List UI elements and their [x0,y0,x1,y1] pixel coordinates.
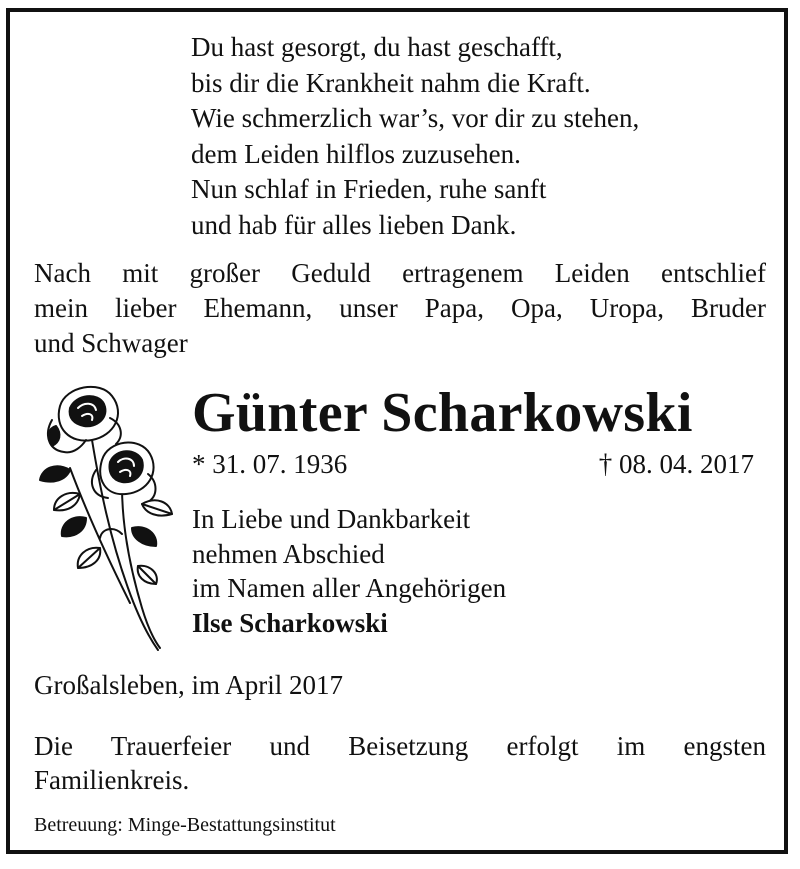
signer-name: Ilse Scharkowski [192,607,388,638]
poem-line: bis dir die Krankheit nahm die Kraft. [191,67,591,98]
announcement-line: und Schwager [34,328,188,358]
death-announcement [34,256,766,361]
announcement-line: mein lieber Ehemann, unser Papa, Opa, Uropa, Bruder [34,293,766,323]
poem-line: dem Leiden hilflos zuzusehen. [191,138,521,169]
farewell-line: In Liebe und Dankbarkeit [192,504,471,534]
death-date: † 08. 04. 2017 [598,449,754,479]
farewell-line: nehmen Abschied [192,538,385,569]
poem-line: Wie schmerzlich war’s, vor dir zu stehen, [191,103,640,133]
deceased-name: Günter Scharkowski [192,382,693,444]
poem [191,30,639,243]
announcement-line: Nach mit großer Geduld ertragenem Leiden entschlief [34,258,766,288]
ceremony-line: Die Trauerfeier und Beisetzung erfolgt im engsten [34,731,766,761]
undertaker-credit: Betreuung: Minge-Bestattungsinstitut [34,814,336,836]
farewell-block [192,502,506,640]
poem-line: und hab für alles lieben Dank. [191,209,517,240]
ceremony-notice [34,729,766,797]
life-dates [192,447,754,481]
poem-line: Du hast gesorgt, du hast geschafft, [191,32,563,62]
roses-icon [30,378,180,658]
poem-line: Nun schlaf in Frieden, ruhe sanft [191,174,547,204]
place-and-date: Großalsleben, im April 2017 [34,670,343,700]
ceremony-line: Familienkreis. [34,765,190,795]
farewell-line: im Namen aller Angehörigen [192,573,507,603]
birth-date: * 31. 07. 1936 [192,449,348,479]
